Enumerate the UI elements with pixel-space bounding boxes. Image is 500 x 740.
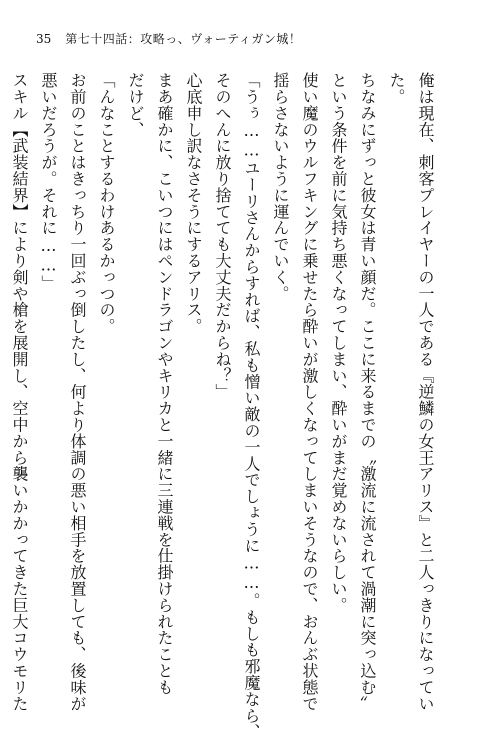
text-column-3: ちなみにずっと彼女は青い顔だ。ここに来るまでの〝激流に流されて渦潮に突っ込む〟 <box>358 72 377 712</box>
text-column-2: た。 <box>387 72 406 105</box>
text-column-12: 「んなことするわけあるかっつの。 <box>97 72 116 335</box>
text-column-4: という条件を前に気持ち悪くなってしまい、酔いがまだ覚めないらしい。 <box>329 72 348 614</box>
text-column-7: 「うぅ……ユーリさんからすれば、私も憎い敵の一人でしょうに……。もしも邪魔なら、 <box>242 72 261 740</box>
text-column-16 <box>0 72 3 672</box>
text-column-14: 悪いだろうが。それに……」 <box>39 72 58 292</box>
text-column-9: 心底申し訳なさそうにするアリス。 <box>184 72 203 335</box>
text-column-8: そのへんに放り捨てても大丈夫だからね？」 <box>213 72 232 400</box>
text-column-10: まあ確かに、こいつにはペンドラゴンやキリカと一緒に三連戦を仕掛けられたことも <box>155 72 174 696</box>
body-text <box>10 72 438 740</box>
text-column-6: 揺らさないように運んでいく。 <box>271 72 290 302</box>
chapter-title: 第七十四話：攻略っ、ヴォーティガン城！ <box>65 32 302 46</box>
text-column-5: 使い魔のウルフキングに乗せたら酔いが激しくなってしまいそうなので、おんぶ状態で <box>300 72 319 712</box>
text-column-11: だけど、 <box>126 72 145 138</box>
page-number: 35 <box>36 32 52 46</box>
page-header <box>36 30 301 48</box>
text-column-15: スキル【武装結界】により剣や槍を展開し、空中から襲いかかってきた巨大コウモリた <box>10 72 29 712</box>
text-column-1: 俺は現在、刺客プレイヤーの一人である『逆鱗の女王アリス』と二人っきりになってい <box>416 72 435 712</box>
text-column-13: お前のことはきっちり一回ぶっ倒したし、何より体調の悪い相手を放置しても、後味が <box>68 72 87 712</box>
